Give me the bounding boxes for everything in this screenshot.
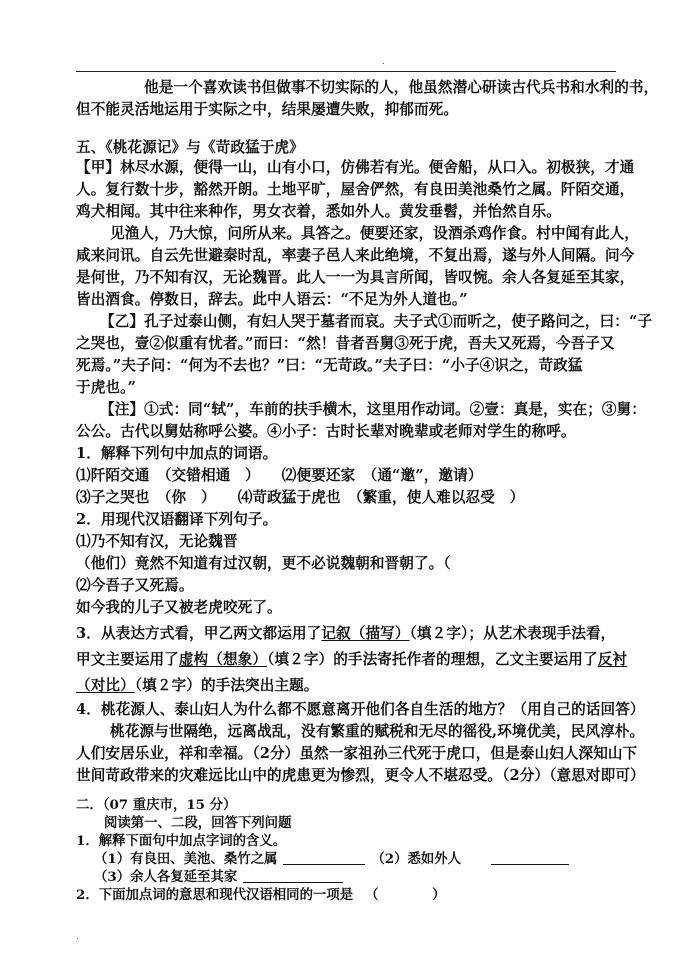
q3-prompt-4: （填２字）的手法寄托作者的理想，乙文主要运用了 <box>267 651 598 668</box>
q3-line-1 <box>76 624 636 644</box>
text-jia-line: 人。复行数十步，豁然开朗。土地平旷，屋舍俨然，有良田美池桑竹之属。阡陌交通， <box>76 181 635 198</box>
section2-q1-item-row <box>94 850 654 868</box>
answer-parentheses[interactable]: （ ） <box>365 887 446 903</box>
q4-answer-line: 人们安居乐业，祥和幸福。（2分）虽然一家祖孙三代死于虎口，但是泰山妇人深知山下 <box>76 745 638 762</box>
q2-sentence-2: ⑵今吾子又死焉。 <box>76 577 194 594</box>
q3-line-2 <box>76 650 636 670</box>
answer-blank[interactable] <box>491 850 569 865</box>
note-line: 公公。古代以舅姑称呼公婆。④小子：古时长辈对晚辈或老师对学生的称呼。 <box>76 423 576 440</box>
section2-q1-title: 1．解释下面句中加点字词的含义。 <box>76 833 287 849</box>
q3-prompt-2: （填２字）；从艺术表现手法看， <box>409 625 616 642</box>
intro-line-2: 但不能灵活地运用于实际之中，结果屡遭失败，抑郁而死。 <box>76 101 459 118</box>
text-yi-line: 【乙】孔子过泰山侧，有妇人哭于墓者而哀。夫子式①而听之，使子路问之，曰：“子 <box>100 313 653 330</box>
q3-prompt-3: 甲文主要运用了 <box>76 651 179 668</box>
intro-line-1: 他是一个喜欢读书但做事不切实际的人，他虽然潜心研读古代兵书和水利的书， <box>144 79 659 96</box>
note-line: 【注】①式：同“轼”，车前的扶手横木，这里用作动词。②壹：真是，实在；③舅： <box>100 401 646 418</box>
section2-q1-item-1: （1）有良田、美池、桑竹之属 <box>94 851 278 867</box>
q1-line-b: ⑶子之哭也 （你 ） ⑷苛政猛于虎也 （繁重，使人难以忍受 ） <box>76 489 525 506</box>
q3-prompt-5: （填２字）的手法突出主题。 <box>134 677 319 694</box>
text-yi-line: 死焉。”夫子问：“何为不去也？”曰：“无苛政。”夫子曰：“小子④识之，苛政猛 <box>76 357 583 374</box>
section2-q2-row <box>76 886 636 904</box>
text-yi-line: 于虎也。” <box>76 379 136 396</box>
section2-instruction: 阅读第一、二段，回答下列问题 <box>104 815 292 831</box>
answer-blank[interactable] <box>243 868 343 883</box>
q3-answer-3: 反衬 <box>597 651 628 668</box>
text-jia-line: 咸来问讯。自云先世避秦时乱，率妻子邑人来此绝境，不复出焉，遂与外人间隔。问今 <box>76 247 635 264</box>
header-dot: . <box>382 57 385 67</box>
q3-prompt-1: 3．从表达方式看，甲乙两文都运用了 <box>76 625 322 642</box>
section2-title: 二．（07 重庆市，15 分） <box>76 797 237 813</box>
text-jia-line: 见渔人，乃大惊，问所从来。具答之。便要还家，设酒杀鸡作食。村中闻有此人， <box>110 225 639 242</box>
q2-sentence-1: ⑴乃不知有汉，无论魏晋 <box>76 533 238 550</box>
q1-line-a: ⑴阡陌交通 （交错相通 ） ⑵便要还家 （通“邀”，邀请） <box>76 467 483 484</box>
q1-title: 1．解释下列句中加点的词语。 <box>76 445 278 462</box>
q3-line-3 <box>76 676 636 696</box>
q3-answer-3-cont: （对比） <box>76 677 135 694</box>
text-jia-line: 【甲】林尽水源，便得一山，山有小口，仿佛若有光。便舍船，从口入。初极狭，才通 <box>76 159 635 176</box>
section2-q1-item-row <box>94 868 654 886</box>
q2-title: 2．用现代汉语翻译下列句子。 <box>76 511 278 528</box>
section2-q1-item-3: （3）余人各复延至其家 <box>94 869 238 885</box>
q3-answer-2: 虚构（想象） <box>178 651 268 668</box>
section5-title: 五、《桃花源记》与《苛政猛于虎》 <box>76 139 304 156</box>
q4-answer-line: 桃花源与世隔绝，远离战乱，没有繁重的赋税和无尽的徭役,环境优美，民风淳朴。 <box>110 723 645 740</box>
section2-q1-item-2: （2）悉如外人 <box>371 851 462 867</box>
answer-blank[interactable] <box>283 850 365 865</box>
q2-answer-1: （他们）竟然不知道有过汉朝，更不必说魏朝和晋朝了。（ <box>76 555 451 572</box>
q4-answer-line: 世间苛政带来的灾难远比山中的虎患更为惨烈，更令人不堪忍受。（2分）（意思对即可） <box>76 767 645 784</box>
text-jia-line: 皆出酒食。停数日，辞去。此中人语云：“不足为外人道也。” <box>76 291 468 308</box>
text-yi-line: 之哭也，壹②似重有忧者。”而曰：“然！昔者吾舅③死于虎，吾夫又死焉，今吾子又 <box>76 335 615 352</box>
section2-q2-title: 2．下面加点词的意思和现代汉语相同的一项是 <box>76 887 354 903</box>
q3-answer-1: 记叙（描写） <box>321 625 410 642</box>
header-rule <box>76 71 616 72</box>
footer-dot: . <box>76 932 79 942</box>
text-jia-line: 是何世，乃不知有汉，无论魏晋。此人一一为具言所闻，皆叹惋。余人各复延至其家， <box>76 269 635 286</box>
text-jia-line: 鸡犬相闻。其中往来种作，男女衣着，悉如外人。黄发垂髫，并怡然自乐。 <box>76 203 561 220</box>
q4-title: 4．桃花源人、泰山妇人为什么都不愿意离开他们各自生活的地方？（用自己的话回答） <box>76 701 645 718</box>
q2-answer-2: 如今我的儿子又被老虎咬死了。 <box>76 599 282 616</box>
